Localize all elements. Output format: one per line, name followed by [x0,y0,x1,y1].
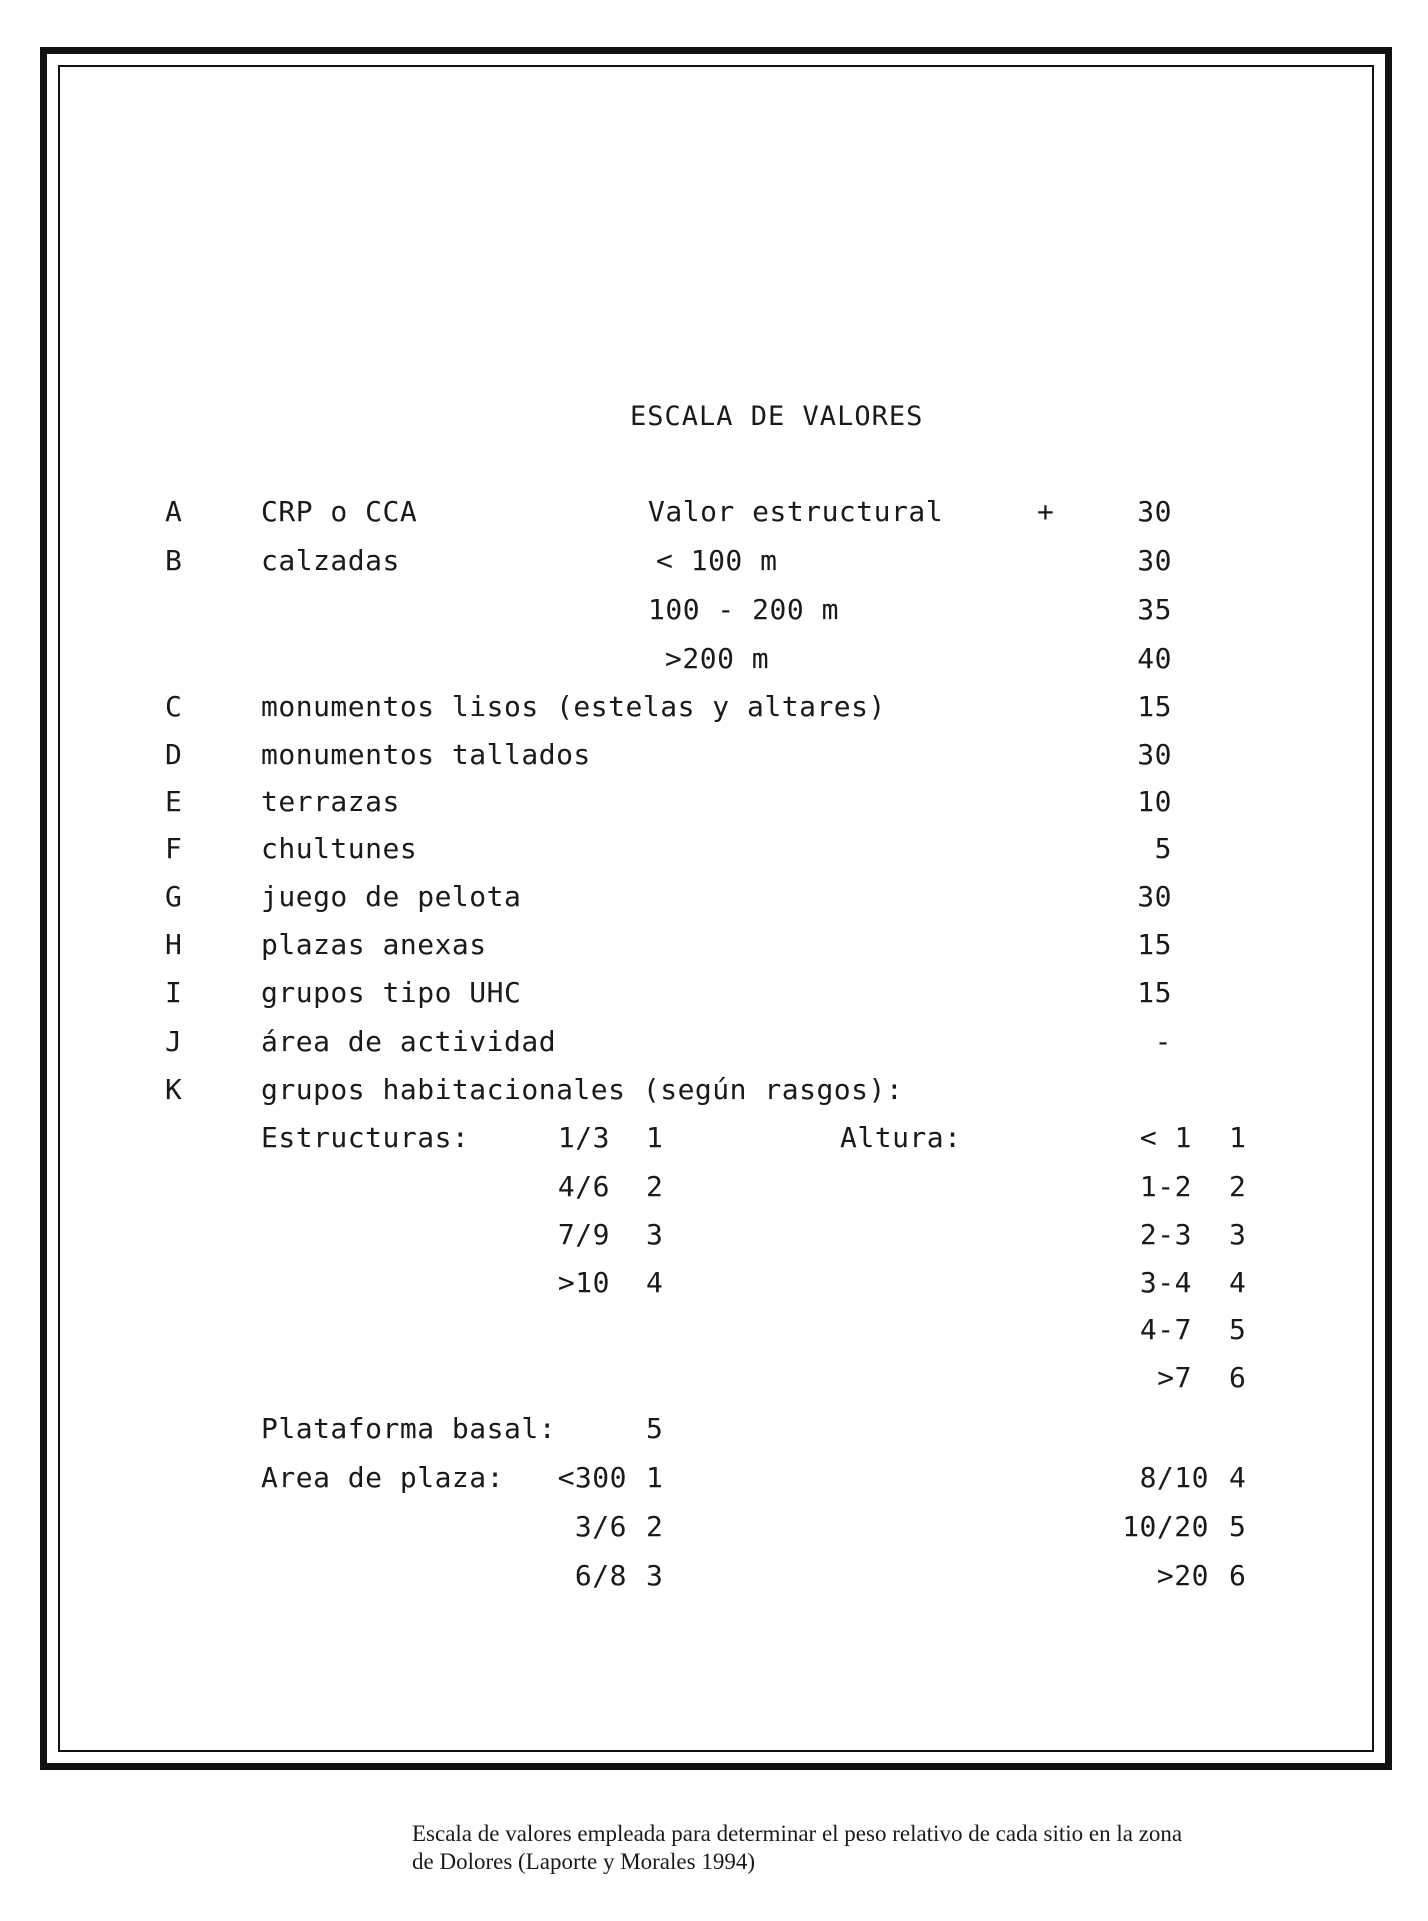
row-value: 15 [1137,976,1172,1009]
row-label: calzadas [261,544,400,577]
row-letter: K [165,1073,183,1106]
altura-score: 6 [1229,1361,1247,1394]
area-plaza-score: 2 [646,1510,664,1543]
row-value: 10 [1137,785,1172,818]
altura-range: < 1 [1139,1121,1192,1154]
estructuras-score: 4 [646,1266,664,1299]
row-letter: A [165,495,183,528]
row-value: 30 [1137,880,1172,913]
row-value: 30 [1137,544,1172,577]
figure-caption [412,1820,1392,1876]
row-value: 30 [1137,738,1172,771]
row-criterion: 100 - 200 m [648,593,839,626]
row-label: monumentos tallados [261,738,591,771]
row-value: 35 [1137,593,1172,626]
area-plaza-range: <300 [557,1461,627,1494]
row-label: monumentos lisos (estelas y altares) [261,690,886,723]
altura-score: 3 [1229,1218,1247,1251]
altura-range: 2-3 [1139,1218,1192,1251]
altura-range: 3-4 [1139,1266,1192,1299]
area-plaza-score: 6 [1229,1559,1247,1592]
row-plus: + [1037,495,1055,528]
row-letter: C [165,690,183,723]
altura-score: 4 [1229,1266,1247,1299]
row-letter: J [165,1025,183,1058]
caption-line-1: Escala de valores empleada para determinar el peso relativo de cada sitio en la zona [412,1821,1183,1846]
row-letter: F [165,832,183,865]
row-letter: H [165,928,183,961]
area-plaza-score: 4 [1229,1461,1247,1494]
area-plaza-score: 5 [1229,1510,1247,1543]
row-value: 5 [1154,832,1172,865]
table-frame-inner [58,65,1374,1752]
row-letter: I [165,976,183,1009]
altura-label: Altura: [840,1121,962,1154]
row-label: CRP o CCA [261,495,418,528]
row-label: juego de pelota [261,880,522,913]
row-value: 15 [1137,690,1172,723]
altura-range: 1-2 [1139,1170,1192,1203]
plataforma-label: Plataforma basal: [261,1412,557,1445]
area-plaza-range: >20 [1156,1559,1209,1592]
estructuras-score: 1 [646,1121,664,1154]
estructuras-range: 4/6 [557,1170,610,1203]
row-label: plazas anexas [261,928,487,961]
row-letter: B [165,544,183,577]
row-value: 15 [1137,928,1172,961]
area-plaza-label: Area de plaza: [261,1461,505,1494]
row-criterion: < 100 m [656,544,778,577]
row-criterion: Valor estructural [648,495,944,528]
row-letter: D [165,738,183,771]
row-label: grupos habitacionales (según rasgos): [261,1073,904,1106]
altura-score: 2 [1229,1170,1247,1203]
row-letter: E [165,785,183,818]
area-plaza-score: 1 [646,1461,664,1494]
row-criterion: >200 m [665,642,770,675]
altura-range: 4-7 [1139,1313,1192,1346]
row-label: grupos tipo UHC [261,976,522,1009]
caption-line-2: de Dolores (Laporte y Morales 1994) [412,1849,755,1874]
altura-range: >7 [1157,1361,1192,1394]
row-value: - [1154,1025,1172,1058]
altura-score: 5 [1229,1313,1247,1346]
row-value: 40 [1137,642,1172,675]
altura-score: 1 [1229,1121,1247,1154]
row-label: chultunes [261,832,418,865]
page-title: ESCALA DE VALORES [630,401,924,432]
estructuras-label: Estructuras: [261,1121,470,1154]
estructuras-score: 3 [646,1218,664,1251]
estructuras-range: >10 [557,1266,610,1299]
area-plaza-range: 8/10 [1139,1461,1209,1494]
estructuras-range: 1/3 [557,1121,610,1154]
estructuras-range: 7/9 [557,1218,610,1251]
row-label: terrazas [261,785,400,818]
area-plaza-score: 3 [646,1559,664,1592]
row-letter: G [165,880,183,913]
row-value: 30 [1137,495,1172,528]
area-plaza-range: 3/6 [574,1510,627,1543]
area-plaza-range: 10/20 [1122,1510,1209,1543]
area-plaza-range: 6/8 [574,1559,627,1592]
row-label: área de actividad [261,1025,557,1058]
estructuras-score: 2 [646,1170,664,1203]
plataforma-score: 5 [646,1412,664,1445]
